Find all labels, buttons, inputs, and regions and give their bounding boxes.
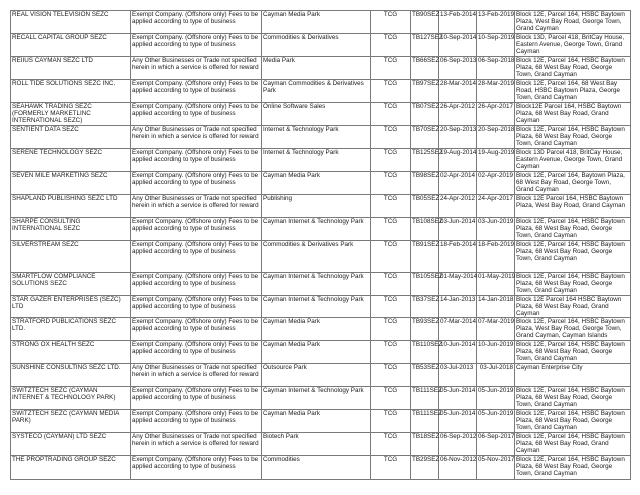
expiry-date-cell: 05-Jun-2019 — [477, 387, 515, 410]
issue-date-cell: 03-Jul-2013 — [439, 364, 477, 387]
expiry-date-cell: 02-Apr-2019 — [477, 172, 515, 195]
registration-number-cell: TB111SEZ — [411, 410, 439, 433]
address-cell: Block 12E Parcel 164, HSBC Baytown Plaza, West Bay Road, Grand Cayman — [515, 195, 631, 218]
table-row — [11, 296, 631, 318]
business-description-cell: Exempt Company. (Offshore only) Fees to be applied according to type of business — [131, 172, 262, 195]
expiry-date-cell: 03-Jun-2019 — [477, 218, 515, 241]
issue-date-cell: 26-Apr-2012 — [439, 103, 477, 126]
business-description-cell: Exempt Company. (Offshore only) Fees to be applied according to type of business — [131, 80, 262, 103]
type-code-cell: TCG — [371, 364, 411, 387]
issue-date-cell: 07-Mar-2014 — [439, 318, 477, 341]
registration-number-cell: TB07SEZ — [411, 103, 439, 126]
business-description-cell: Exempt Company. (Offshore only) Fees to be applied according to type of business — [131, 149, 262, 172]
type-code-cell: TCG — [371, 410, 411, 433]
type-code-cell: TCG — [371, 456, 411, 480]
company-name-cell: STRATFORD PUBLICATIONS SEZC LTD. — [11, 318, 131, 341]
expiry-date-cell: 24-Apr-2017 — [477, 195, 515, 218]
company-name-cell: SERENE TECHNOLOGY SEZC — [11, 149, 131, 172]
expiry-date-cell: 26-Apr-2017 — [477, 103, 515, 126]
company-name-cell: SYSTECO (CAYMAN) LTD SEZC — [11, 433, 131, 456]
table-row — [11, 149, 631, 172]
company-name-cell: SENTIENT DATA SEZC — [11, 126, 131, 149]
business-description-cell: Any Other Businesses or Trade not specified herein in which a service is offered for reward — [131, 57, 262, 80]
issue-date-cell: 14-Jan-2013 — [439, 296, 477, 318]
type-code-cell: TCG — [371, 296, 411, 318]
business-description-cell: Exempt Company. (Offshore only) Fees to be applied according to type of business — [131, 341, 262, 364]
company-name-cell: SEAHAWK TRADING SEZC (FORMERLY MARKETLINC INTERNATIONAL SEZC) — [11, 103, 131, 126]
issue-date-cell: 19-Aug-2014 — [439, 149, 477, 172]
registration-number-cell: TB90SEZ — [411, 11, 439, 34]
business-description-cell: Any Other Businesses or Trade not specified herein in which a service is offered for reward — [131, 126, 262, 149]
company-name-cell: SWITZTECH SEZC (CAYMAN MEDIA PARK) — [11, 410, 131, 433]
type-code-cell: TCG — [371, 172, 411, 195]
registration-number-cell: TB18SEZ — [411, 433, 439, 456]
expiry-date-cell: 18-Feb-2019 — [477, 241, 515, 273]
table-row — [11, 80, 631, 103]
company-name-cell: SEVEN MILE MARKETING SEZC — [11, 172, 131, 195]
company-name-cell: SUNSHINE CONSULTING SEZC LTD. — [11, 364, 131, 387]
park-cell: Cayman Internet & Technology Park — [262, 273, 371, 296]
park-cell: Biotech Park — [262, 433, 371, 456]
registration-number-cell: TB91SEZ — [411, 241, 439, 273]
type-code-cell: TCG — [371, 195, 411, 218]
issue-date-cell: 05-Jun-2014 — [439, 387, 477, 410]
business-description-cell: Exempt Company. (Offshore only) Fees to be applied according to type of business — [131, 11, 262, 34]
park-cell: Media Park — [262, 57, 371, 80]
address-cell: Block 12E, Parcel 164, HSBC Baytown Plaza, 68 West Bay Road, George Town, Grand Cayman — [515, 410, 631, 433]
table-row — [11, 318, 631, 341]
company-name-cell: RECALL CAPITAL GROUP SEZC — [11, 34, 131, 57]
address-cell: Block 12E, Parcel 164, HSBC Baytown Plaza, 68 West Bay Road, Grand Cayman — [515, 433, 631, 456]
type-code-cell: TCG — [371, 318, 411, 341]
type-code-cell: TCG — [371, 273, 411, 296]
expiry-date-cell: 19-Aug-2019 — [477, 149, 515, 172]
park-cell: Commodities & Derivatives — [262, 34, 371, 57]
issue-date-cell: 28-Mar-2014 — [439, 80, 477, 103]
issue-date-cell: 20-Sep-2013 — [439, 126, 477, 149]
issue-date-cell: 06-Sep-2013 — [439, 57, 477, 80]
expiry-date-cell: 07-Mar-2019 — [477, 318, 515, 341]
address-cell: Block 12E, Parcel 164, HSBC Baytown Plaza, 68 West Bay Road, George Town, Grand Cayman — [515, 241, 631, 273]
type-code-cell: TCG — [371, 57, 411, 80]
company-name-cell: THE PROPTRADING GROUP SEZC — [11, 456, 131, 480]
address-cell: Block 12E, Parcel 164, HSBC Baytown Plaza, 68 West Bay Road, George Town, Grand Cayman — [515, 387, 631, 410]
table-row — [11, 341, 631, 364]
company-name-cell: SMARTFLOW COMPLIANCE SOLUTIONS SEZC — [11, 273, 131, 296]
address-cell: Block 12E, Parcel 164, 68 West Bay Road, HSBC Baytown Plaza, George Town, Grand Cayman — [515, 80, 631, 103]
type-code-cell: TCG — [371, 126, 411, 149]
park-cell: Cayman Media Park — [262, 172, 371, 195]
registration-number-cell: TB125SEZ — [411, 149, 439, 172]
table-row — [11, 273, 631, 296]
sezc-registry-table — [10, 10, 631, 480]
park-cell: Publishing — [262, 195, 371, 218]
registration-number-cell: TB111SEZ — [411, 387, 439, 410]
business-description-cell: Any Other Businesses or Trade not specified herein in which a service is offered for reward — [131, 364, 262, 387]
registration-number-cell: TB37SEZ — [411, 296, 439, 318]
address-cell: Block 12E, Parcel 164, HSBC Baytown Plaza, 68 West Bay Road, George Town, Grand Cayman — [515, 218, 631, 241]
type-code-cell: TCG — [371, 218, 411, 241]
address-cell: Block 13D Parcel 418, BritCay House, Eastern Avenue, George Town, Grand Cayman — [515, 149, 631, 172]
type-code-cell: TCG — [371, 80, 411, 103]
expiry-date-cell: 28-Mar-2019 — [477, 80, 515, 103]
table-row — [11, 433, 631, 456]
table-row — [11, 410, 631, 433]
business-description-cell: Exempt Company. (Offshore only) Fees to be applied according to type of business — [131, 273, 262, 296]
company-name-cell: SHAPLAND PUBLISHING SEZC LTD — [11, 195, 131, 218]
park-cell: Cayman Internet & Technology Park — [262, 296, 371, 318]
issue-date-cell: 13-Feb-2014 — [439, 11, 477, 34]
table-row — [11, 456, 631, 480]
table-row — [11, 218, 631, 241]
type-code-cell: TCG — [371, 34, 411, 57]
park-cell: Cayman Commodities & Derivatives Park — [262, 80, 371, 103]
registration-number-cell: TB105SEZ — [411, 273, 439, 296]
table-row — [11, 387, 631, 410]
expiry-date-cell: 20-Sep-2018 — [477, 126, 515, 149]
address-cell: Block 12E, Parcel 164, HSBC Baytown Plaza, 68 West Bay Road, George Town, Grand Cayman — [515, 456, 631, 480]
issue-date-cell: 18-Feb-2014 — [439, 241, 477, 273]
address-cell: Block 12E, Parcel 164, HSBC Baytown Plaza, 68 West Bay Road, George Town, Grand Cayman — [515, 273, 631, 296]
type-code-cell: TCG — [371, 103, 411, 126]
address-cell: Block 12E, Parcel 164, HSBC Baytown Plaza, West Bay Road, George Town, Grand Cayman — [515, 11, 631, 34]
registration-number-cell: TB108SEZ — [411, 218, 439, 241]
park-cell: Cayman Media Park — [262, 11, 371, 34]
registration-number-cell: TB29SEZ — [411, 456, 439, 480]
issue-date-cell: 03-Jun-2014 — [439, 218, 477, 241]
park-cell: Commodities & Derivatives Park — [262, 241, 371, 273]
issue-date-cell: 24-Apr-2012 — [439, 195, 477, 218]
issue-date-cell: 10-Jun-2014 — [439, 341, 477, 364]
expiry-date-cell: 06-Sep-2018 — [477, 57, 515, 80]
company-name-cell: SHARPE CONSULTING INTERNATIONAL SEZC — [11, 218, 131, 241]
company-name-cell: REAL VISION TELEVISION SEZC — [11, 11, 131, 34]
business-description-cell: Exempt Company. (Offshore only) Fees to be applied according to type of business — [131, 241, 262, 273]
company-name-cell: ROLL TIDE SOLUTIONS SEZC INC. — [11, 80, 131, 103]
expiry-date-cell: 03-Jul-2018 — [477, 364, 515, 387]
park-cell: Online Software Sales — [262, 103, 371, 126]
type-code-cell: TCG — [371, 11, 411, 34]
table-row — [11, 172, 631, 195]
expiry-date-cell: 10-Sep-2019 — [477, 34, 515, 57]
issue-date-cell: 06-Nov-2012 — [439, 456, 477, 480]
registration-number-cell: TB97SEZ — [411, 80, 439, 103]
expiry-date-cell: 10-Jun-2019 — [477, 341, 515, 364]
address-cell: Block 12E, Parcel 164, HSBC Baytown Plaza, 68 West Bay Road, George Town, Grand Cayman — [515, 126, 631, 149]
expiry-date-cell: 13-Feb-2019 — [477, 11, 515, 34]
table-row — [11, 34, 631, 57]
issue-date-cell: 02-Apr-2014 — [439, 172, 477, 195]
park-cell: Cayman Internet & Technology Park — [262, 387, 371, 410]
expiry-date-cell: 06-Sep-2017 — [477, 433, 515, 456]
table-row — [11, 11, 631, 34]
table-row — [11, 103, 631, 126]
park-cell: Cayman Internet & Technology Park — [262, 218, 371, 241]
registration-number-cell: TB93SEZ — [411, 318, 439, 341]
type-code-cell: TCG — [371, 241, 411, 273]
type-code-cell: TCG — [371, 433, 411, 456]
registration-number-cell: TB05SEZ — [411, 195, 439, 218]
park-cell: Internet & Technology Park — [262, 149, 371, 172]
type-code-cell: TCG — [371, 149, 411, 172]
registration-number-cell: TB110SEZ — [411, 341, 439, 364]
company-name-cell: SILVERSTREAM SEZC — [11, 241, 131, 273]
business-description-cell: Any Other Businesses or Trade not specified herein in which a service is offered for reward — [131, 433, 262, 456]
business-description-cell: Exempt Company. (Offshore only) Fees to be applied according to type of business — [131, 103, 262, 126]
address-cell: Cayman Enterprise City — [515, 364, 631, 387]
table-row — [11, 195, 631, 218]
issue-date-cell: 06-Sep-2012 — [439, 433, 477, 456]
business-description-cell: Any Other Businesses or Trade not specified herein in which a service is offered for reward — [131, 195, 262, 218]
table-row — [11, 364, 631, 387]
company-name-cell: STAR GAZER ENTERPRISES (SEZC) LTD — [11, 296, 131, 318]
registration-number-cell: TB127SEZ — [411, 34, 439, 57]
address-cell: Block 12E Parcel 164 HSBC Baytown Plaza, 68 West Bay Road, Grand Cayman — [515, 296, 631, 318]
issue-date-cell: 05-Jun-2014 — [439, 410, 477, 433]
address-cell: Block 12E, Parcel 164, Baytown Plaza, 68 West Bay Road, George Town, Grand Cayman — [515, 172, 631, 195]
registration-number-cell: TB98SEZ — [411, 172, 439, 195]
table-row — [11, 126, 631, 149]
park-cell: Internet & Technology Park — [262, 126, 371, 149]
type-code-cell: TCG — [371, 341, 411, 364]
business-description-cell: Exempt Company. (Offshore only) Fees to be applied according to type of business — [131, 318, 262, 341]
company-name-cell: REIIUS CAYMAN SEZC LTD — [11, 57, 131, 80]
business-description-cell: Exempt Company. (Offshore only) Fees to be applied according to type of business — [131, 218, 262, 241]
issue-date-cell: 10-Sep-2014 — [439, 34, 477, 57]
business-description-cell: Exempt Company. (Offshore only) Fees to be applied according to type of business — [131, 410, 262, 433]
company-name-cell: STRONG OX HEALTH SEZC — [11, 341, 131, 364]
table-row — [11, 57, 631, 80]
park-cell: Cayman Media Park — [262, 341, 371, 364]
park-cell: Outsource Park — [262, 364, 371, 387]
type-code-cell: TCG — [371, 387, 411, 410]
address-cell: Block 12E, Parcel 164, HSBC Baytown Plaza, 68 West Bay Road, George Town, Grand Cayman — [515, 341, 631, 364]
park-cell: Cayman Media Park — [262, 410, 371, 433]
issue-date-cell: 01-May-2014 — [439, 273, 477, 296]
expiry-date-cell: 14-Jan-2018 — [477, 296, 515, 318]
registration-number-cell: TB66SEZ — [411, 57, 439, 80]
address-cell: Block12E Parcel 164, HSBC Baytown Plaza, 68 West Bay Road, Grand Cayman — [515, 103, 631, 126]
address-cell: Block 12E, Parcel 164, HSBC Baytown Plaza, West Bay Road, George Town, Grand Cayman, Cayman Islands — [515, 318, 631, 341]
business-description-cell: Exempt Company. (Offshore only) Fees to be applied according to type of business — [131, 34, 262, 57]
park-cell: Commodities — [262, 456, 371, 480]
business-description-cell: Exempt Company. (Offshore only) Fees to be applied according to type of business — [131, 296, 262, 318]
business-description-cell: Exempt Company. (Offshore only) Fees to be applied according to type of business — [131, 387, 262, 410]
business-description-cell: Exempt Company. (Offshore only) Fees to be applied according to type of business — [131, 456, 262, 480]
expiry-date-cell: 01-May-2019 — [477, 273, 515, 296]
company-name-cell: SWITZTECH SEZC (CAYMAN INTERNET & TECHNOLOGY PARK) — [11, 387, 131, 410]
park-cell: Cayman Media Park — [262, 318, 371, 341]
address-cell: Block 12E, Parcel 164, HSBC Baytown Plaza, 68 West Bay Road, George Town, Grand Cayman — [515, 57, 631, 80]
table-row — [11, 241, 631, 273]
address-cell: Block 13D, Parcel 418, BritCay House, Eastern Avenue, George Town, Grand Cayman — [515, 34, 631, 57]
registration-number-cell: TB53SEZ — [411, 364, 439, 387]
registration-number-cell: TB70SEZ — [411, 126, 439, 149]
expiry-date-cell: 05-Nov-2017 — [477, 456, 515, 480]
expiry-date-cell: 05-Jun-2019 — [477, 410, 515, 433]
